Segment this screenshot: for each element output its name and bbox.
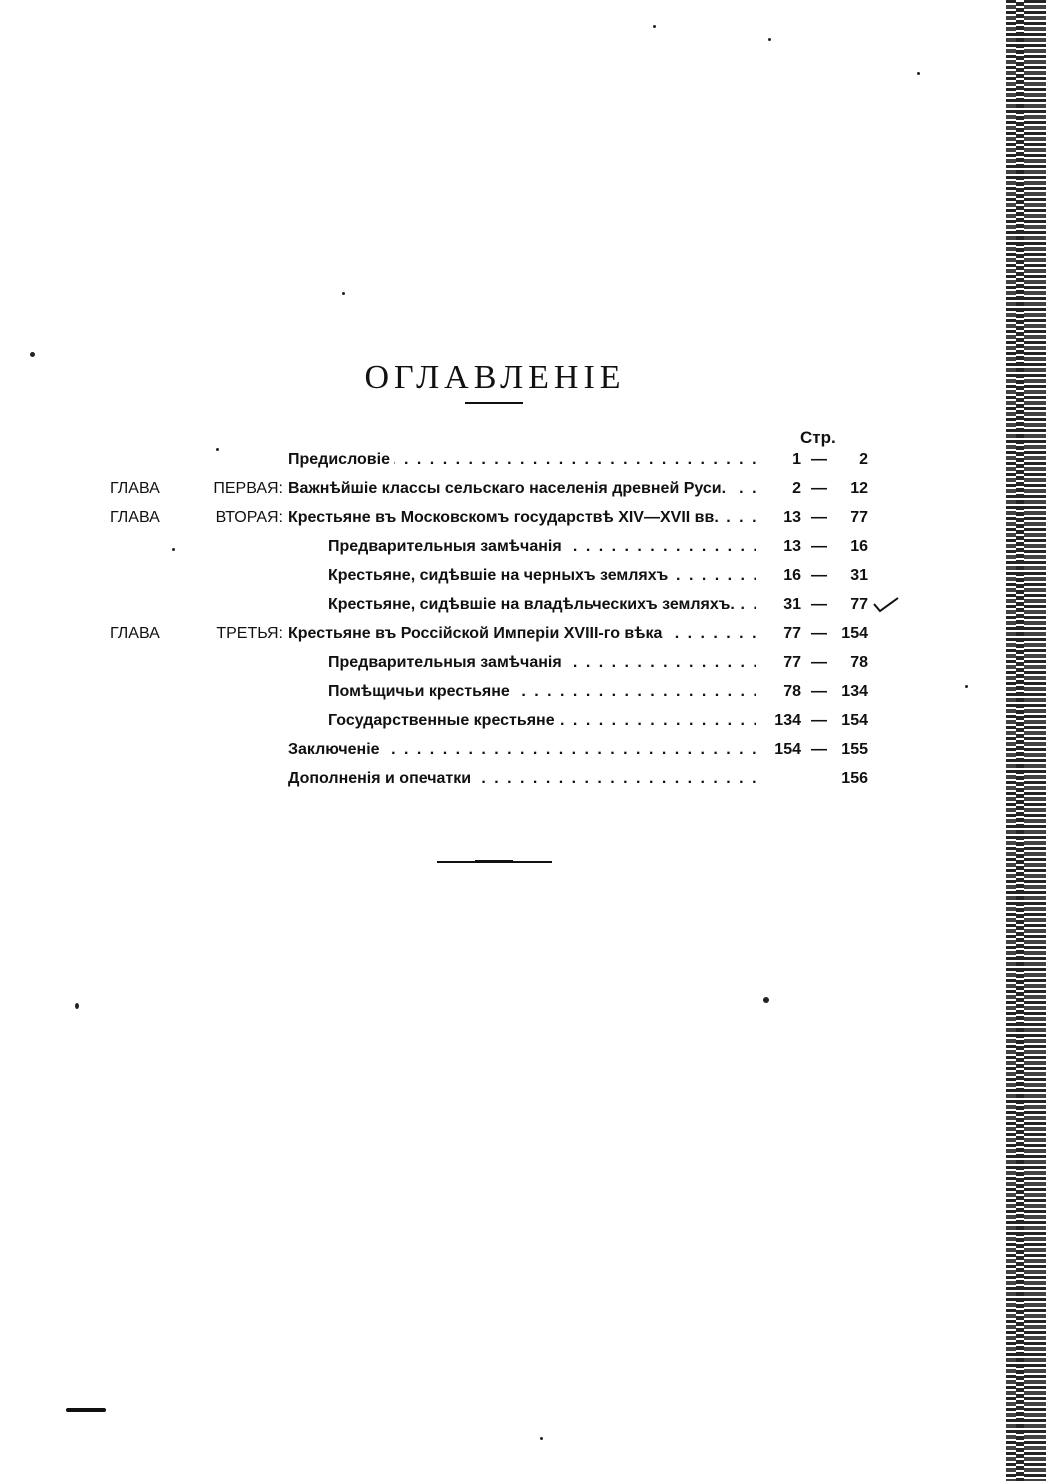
scan-speck: [216, 448, 219, 451]
scan-speck: [917, 72, 920, 75]
page-to: 77: [850, 509, 868, 526]
page-dash: —: [811, 741, 827, 758]
scan-speck: [75, 1003, 79, 1009]
chapter-label: [110, 625, 283, 643]
chapter-label: [110, 509, 283, 527]
page-to: 2: [859, 451, 868, 468]
page-dash: —: [811, 451, 827, 468]
page-to: 16: [850, 538, 868, 555]
toc-entry-title: Государственные крестьяне: [328, 712, 559, 729]
toc-entry-title: Заключеніе: [288, 741, 384, 758]
toc-row-section: [0, 567, 1046, 596]
toc-entry-title: Крестьяне, сидѣвшіе на владѣльческихъ земляхъ.: [328, 596, 739, 613]
toc-row-chapter-3: [0, 625, 1046, 654]
toc-row-section: [0, 654, 1046, 683]
page-to: 155: [841, 741, 868, 758]
page-from: 13: [783, 509, 801, 526]
page-dash: —: [811, 596, 827, 613]
page-to: 134: [841, 683, 868, 700]
scan-speck: [768, 38, 771, 41]
toc-entry-title: Крестьяне въ Россійской Имперіи XVIII-го вѣка: [288, 625, 666, 642]
scan-speck: [653, 25, 656, 28]
closing-rule: [437, 861, 552, 863]
page-to: 12: [850, 480, 868, 497]
toc-entry-title: Предварительныя замѣчанія: [328, 538, 566, 555]
page-from: 13: [783, 538, 801, 555]
page-to: 31: [850, 567, 868, 584]
pages-column-header: Стр.: [800, 428, 836, 447]
page-from: 31: [783, 596, 801, 613]
toc-row-section: [0, 538, 1046, 567]
page-dash: —: [811, 567, 827, 584]
toc-entry-title: Крестьяне, сидѣвшіе на черныхъ земляхъ: [328, 567, 672, 584]
page-from: 154: [774, 741, 801, 758]
toc-entry-title: Важнѣйшіе классы сельскаго населенія древней Руси.: [288, 480, 730, 497]
page-from: 134: [774, 712, 801, 729]
pencil-check-mark: [872, 596, 900, 614]
toc-row-chapter-1: [0, 480, 1046, 509]
chapter-word: ГЛАВА: [110, 480, 160, 497]
toc-entry-title: Помѣщичьи крестьяне: [328, 683, 514, 700]
scan-smudge: [66, 1408, 106, 1412]
page-from: 78: [783, 683, 801, 700]
page-dash: —: [811, 538, 827, 555]
toc-entry-title: Крестьяне въ Московскомъ государствѣ XIV—XVII вв.: [288, 509, 723, 526]
page-from: 77: [783, 654, 801, 671]
title-underline: [465, 402, 523, 404]
page-to: 154: [841, 625, 868, 642]
toc-entry-title: Предварительныя замѣчанія: [328, 654, 566, 671]
page-to: 77: [850, 596, 868, 613]
toc-row-chapter-2: [0, 509, 1046, 538]
chapter-number: ПЕРВАЯ:: [213, 480, 283, 497]
page-to: 156: [841, 770, 868, 787]
scan-speck: [172, 548, 175, 551]
chapter-number: ТРЕТЬЯ:: [216, 625, 283, 642]
chapter-number: ВТОРАЯ:: [215, 509, 283, 526]
page-dash: —: [811, 712, 827, 729]
scan-speck: [30, 352, 35, 357]
page-dash: —: [811, 480, 827, 497]
toc-row-addenda: [0, 770, 1046, 799]
page-dash: —: [811, 654, 827, 671]
toc-entry-title: Предисловіе: [288, 451, 394, 468]
page-title: ОГЛАВЛЕНIЕ: [364, 358, 626, 396]
page-from: 16: [783, 567, 801, 584]
chapter-word: ГЛАВА: [110, 509, 160, 526]
chapter-word: ГЛАВА: [110, 625, 160, 642]
page-dash: —: [811, 625, 827, 642]
chapter-label: [110, 480, 283, 498]
page-to: 78: [850, 654, 868, 671]
scan-speck: [763, 997, 769, 1003]
toc-row-conclusion: [0, 741, 1046, 770]
toc-entry-title: Дополненія и опечатки: [288, 770, 475, 787]
table-of-contents: [0, 451, 1046, 799]
page-dash: —: [811, 509, 827, 526]
toc-row-section: [0, 712, 1046, 741]
page-from: 1: [792, 451, 801, 468]
page-from: 2: [792, 480, 801, 497]
scan-speck: [540, 1437, 543, 1440]
page-to: 154: [841, 712, 868, 729]
page-dash: —: [811, 683, 827, 700]
toc-row-preface: [0, 451, 1046, 480]
page-from: 77: [783, 625, 801, 642]
scan-speck: [342, 292, 345, 295]
toc-row-section: [0, 683, 1046, 712]
scan-speck: [965, 685, 968, 688]
